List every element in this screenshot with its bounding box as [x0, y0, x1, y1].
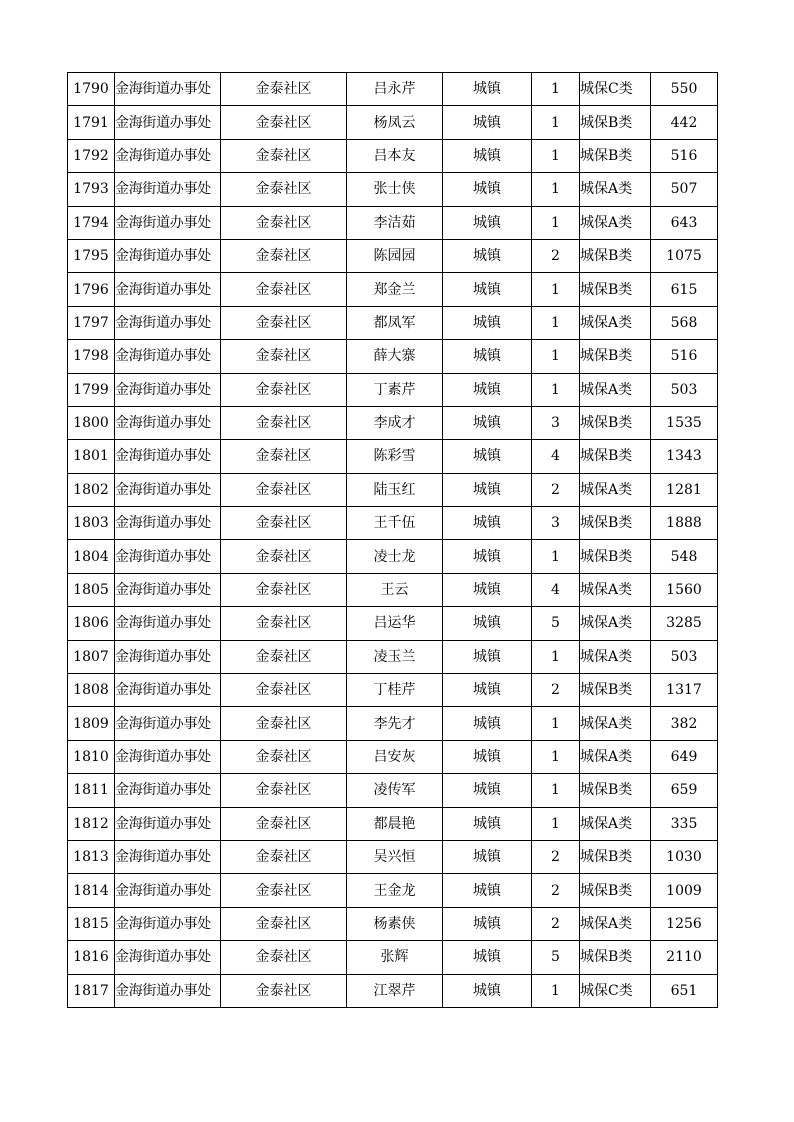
household-type-cell: 城镇 [443, 874, 532, 907]
row-number: 1805 [68, 573, 115, 606]
office-cell: 金海街道办事处 [115, 73, 221, 106]
community-cell: 金泰社区 [221, 573, 347, 606]
amount-cell: 335 [651, 807, 718, 840]
member-count-cell: 5 [532, 941, 580, 974]
amount-cell: 550 [651, 73, 718, 106]
row-number: 1798 [68, 340, 115, 373]
name-cell: 丁素芹 [347, 373, 443, 406]
row-number: 1791 [68, 106, 115, 139]
community-cell: 金泰社区 [221, 139, 347, 172]
amount-cell: 643 [651, 206, 718, 239]
row-number: 1810 [68, 740, 115, 773]
table-row [68, 273, 718, 306]
table-row [68, 607, 718, 640]
name-cell: 凌玉兰 [347, 640, 443, 673]
row-number: 1812 [68, 807, 115, 840]
category-cell: 城保A类 [580, 607, 651, 640]
household-type-cell: 城镇 [443, 674, 532, 707]
member-count-cell: 3 [532, 507, 580, 540]
amount-cell: 2110 [651, 941, 718, 974]
name-cell: 郑金兰 [347, 273, 443, 306]
table-row [68, 740, 718, 773]
row-number: 1790 [68, 73, 115, 106]
office-cell: 金海街道办事处 [115, 106, 221, 139]
amount-cell: 442 [651, 106, 718, 139]
office-cell: 金海街道办事处 [115, 774, 221, 807]
household-type-cell: 城镇 [443, 540, 532, 573]
office-cell: 金海街道办事处 [115, 440, 221, 473]
category-cell: 城保A类 [580, 173, 651, 206]
row-number: 1801 [68, 440, 115, 473]
household-type-cell: 城镇 [443, 573, 532, 606]
row-number: 1807 [68, 640, 115, 673]
member-count-cell: 4 [532, 573, 580, 606]
office-cell: 金海街道办事处 [115, 373, 221, 406]
household-type-cell: 城镇 [443, 473, 532, 506]
office-cell: 金海街道办事处 [115, 206, 221, 239]
category-cell: 城保A类 [580, 907, 651, 940]
community-cell: 金泰社区 [221, 674, 347, 707]
office-cell: 金海街道办事处 [115, 740, 221, 773]
row-number: 1793 [68, 173, 115, 206]
household-type-cell: 城镇 [443, 941, 532, 974]
amount-cell: 1343 [651, 440, 718, 473]
amount-cell: 516 [651, 139, 718, 172]
community-cell: 金泰社区 [221, 607, 347, 640]
office-cell: 金海街道办事处 [115, 239, 221, 272]
community-cell: 金泰社区 [221, 206, 347, 239]
category-cell: 城保A类 [580, 473, 651, 506]
amount-cell: 1317 [651, 674, 718, 707]
table-row [68, 206, 718, 239]
category-cell: 城保A类 [580, 306, 651, 339]
household-type-cell: 城镇 [443, 406, 532, 439]
name-cell: 陆玉红 [347, 473, 443, 506]
office-cell: 金海街道办事处 [115, 640, 221, 673]
member-count-cell: 1 [532, 740, 580, 773]
amount-cell: 503 [651, 373, 718, 406]
office-cell: 金海街道办事处 [115, 173, 221, 206]
community-cell: 金泰社区 [221, 440, 347, 473]
community-cell: 金泰社区 [221, 840, 347, 873]
community-cell: 金泰社区 [221, 406, 347, 439]
category-cell: 城保A类 [580, 206, 651, 239]
household-type-cell: 城镇 [443, 974, 532, 1007]
category-cell: 城保B类 [580, 874, 651, 907]
category-cell: 城保C类 [580, 974, 651, 1007]
name-cell: 吕永芹 [347, 73, 443, 106]
category-cell: 城保B类 [580, 406, 651, 439]
community-cell: 金泰社区 [221, 106, 347, 139]
category-cell: 城保A类 [580, 707, 651, 740]
amount-cell: 503 [651, 640, 718, 673]
row-number: 1804 [68, 540, 115, 573]
name-cell: 李先才 [347, 707, 443, 740]
amount-cell: 1075 [651, 239, 718, 272]
table-row [68, 473, 718, 506]
table-row [68, 373, 718, 406]
row-number: 1809 [68, 707, 115, 740]
category-cell: 城保A类 [580, 740, 651, 773]
amount-cell: 659 [651, 774, 718, 807]
member-count-cell: 1 [532, 73, 580, 106]
row-number: 1811 [68, 774, 115, 807]
category-cell: 城保B类 [580, 507, 651, 540]
category-cell: 城保B类 [580, 774, 651, 807]
row-number: 1795 [68, 239, 115, 272]
name-cell: 陈彩雪 [347, 440, 443, 473]
amount-cell: 649 [651, 740, 718, 773]
name-cell: 江翠芹 [347, 974, 443, 1007]
amount-cell: 1535 [651, 406, 718, 439]
household-type-cell: 城镇 [443, 206, 532, 239]
row-number: 1815 [68, 907, 115, 940]
table-row [68, 139, 718, 172]
table-row [68, 540, 718, 573]
amount-cell: 615 [651, 273, 718, 306]
table-row [68, 840, 718, 873]
office-cell: 金海街道办事处 [115, 540, 221, 573]
table-row [68, 907, 718, 940]
amount-cell: 3285 [651, 607, 718, 640]
name-cell: 王云 [347, 573, 443, 606]
row-number: 1806 [68, 607, 115, 640]
member-count-cell: 1 [532, 774, 580, 807]
household-type-cell: 城镇 [443, 239, 532, 272]
office-cell: 金海街道办事处 [115, 573, 221, 606]
amount-cell: 568 [651, 306, 718, 339]
amount-cell: 516 [651, 340, 718, 373]
member-count-cell: 3 [532, 406, 580, 439]
member-count-cell: 2 [532, 840, 580, 873]
office-cell: 金海街道办事处 [115, 707, 221, 740]
household-type-cell: 城镇 [443, 740, 532, 773]
row-number: 1816 [68, 941, 115, 974]
office-cell: 金海街道办事处 [115, 139, 221, 172]
name-cell: 张辉 [347, 941, 443, 974]
amount-cell: 507 [651, 173, 718, 206]
table-row [68, 573, 718, 606]
community-cell: 金泰社区 [221, 340, 347, 373]
office-cell: 金海街道办事处 [115, 874, 221, 907]
household-type-cell: 城镇 [443, 907, 532, 940]
household-type-cell: 城镇 [443, 139, 532, 172]
category-cell: 城保B类 [580, 239, 651, 272]
row-number: 1792 [68, 139, 115, 172]
member-count-cell: 2 [532, 473, 580, 506]
name-cell: 王金龙 [347, 874, 443, 907]
category-cell: 城保A类 [580, 807, 651, 840]
community-cell: 金泰社区 [221, 774, 347, 807]
category-cell: 城保C类 [580, 73, 651, 106]
table-row [68, 440, 718, 473]
community-cell: 金泰社区 [221, 306, 347, 339]
household-type-cell: 城镇 [443, 707, 532, 740]
community-cell: 金泰社区 [221, 941, 347, 974]
office-cell: 金海街道办事处 [115, 807, 221, 840]
household-type-cell: 城镇 [443, 607, 532, 640]
name-cell: 吕本友 [347, 139, 443, 172]
name-cell: 李洁茹 [347, 206, 443, 239]
name-cell: 丁桂芹 [347, 674, 443, 707]
name-cell: 张士侠 [347, 173, 443, 206]
row-number: 1800 [68, 406, 115, 439]
amount-cell: 1281 [651, 473, 718, 506]
name-cell: 都凤军 [347, 306, 443, 339]
member-count-cell: 1 [532, 340, 580, 373]
office-cell: 金海街道办事处 [115, 674, 221, 707]
member-count-cell: 2 [532, 907, 580, 940]
household-type-cell: 城镇 [443, 340, 532, 373]
name-cell: 杨凤云 [347, 106, 443, 139]
office-cell: 金海街道办事处 [115, 507, 221, 540]
member-count-cell: 1 [532, 373, 580, 406]
table-row [68, 507, 718, 540]
office-cell: 金海街道办事处 [115, 406, 221, 439]
office-cell: 金海街道办事处 [115, 306, 221, 339]
amount-cell: 548 [651, 540, 718, 573]
community-cell: 金泰社区 [221, 507, 347, 540]
table-row [68, 640, 718, 673]
community-cell: 金泰社区 [221, 473, 347, 506]
name-cell: 薛大寨 [347, 340, 443, 373]
household-type-cell: 城镇 [443, 273, 532, 306]
category-cell: 城保B类 [580, 440, 651, 473]
table-row [68, 73, 718, 106]
category-cell: 城保B类 [580, 106, 651, 139]
category-cell: 城保B类 [580, 340, 651, 373]
name-cell: 都晨艳 [347, 807, 443, 840]
name-cell: 李成才 [347, 406, 443, 439]
amount-cell: 1888 [651, 507, 718, 540]
member-count-cell: 1 [532, 640, 580, 673]
office-cell: 金海街道办事处 [115, 340, 221, 373]
table-row [68, 106, 718, 139]
row-number: 1803 [68, 507, 115, 540]
category-cell: 城保B类 [580, 540, 651, 573]
row-number: 1808 [68, 674, 115, 707]
member-count-cell: 1 [532, 807, 580, 840]
table-row [68, 707, 718, 740]
table-row [68, 974, 718, 1007]
category-cell: 城保A类 [580, 573, 651, 606]
name-cell: 吕安灰 [347, 740, 443, 773]
member-count-cell: 1 [532, 106, 580, 139]
household-type-cell: 城镇 [443, 440, 532, 473]
member-count-cell: 2 [532, 874, 580, 907]
category-cell: 城保B类 [580, 139, 651, 172]
row-number: 1794 [68, 206, 115, 239]
table-row [68, 239, 718, 272]
name-cell: 吕运华 [347, 607, 443, 640]
community-cell: 金泰社区 [221, 874, 347, 907]
table-row [68, 874, 718, 907]
member-count-cell: 1 [532, 707, 580, 740]
community-cell: 金泰社区 [221, 73, 347, 106]
community-cell: 金泰社区 [221, 807, 347, 840]
community-cell: 金泰社区 [221, 173, 347, 206]
community-cell: 金泰社区 [221, 540, 347, 573]
household-type-cell: 城镇 [443, 373, 532, 406]
amount-cell: 651 [651, 974, 718, 1007]
table-row [68, 340, 718, 373]
household-type-cell: 城镇 [443, 840, 532, 873]
household-type-cell: 城镇 [443, 507, 532, 540]
office-cell: 金海街道办事处 [115, 974, 221, 1007]
community-cell: 金泰社区 [221, 740, 347, 773]
name-cell: 王千伍 [347, 507, 443, 540]
name-cell: 凌士龙 [347, 540, 443, 573]
member-count-cell: 4 [532, 440, 580, 473]
table-row [68, 406, 718, 439]
member-count-cell: 1 [532, 306, 580, 339]
member-count-cell: 2 [532, 674, 580, 707]
amount-cell: 382 [651, 707, 718, 740]
household-type-cell: 城镇 [443, 640, 532, 673]
category-cell: 城保A类 [580, 640, 651, 673]
community-cell: 金泰社区 [221, 273, 347, 306]
household-type-cell: 城镇 [443, 807, 532, 840]
member-count-cell: 5 [532, 607, 580, 640]
category-cell: 城保B类 [580, 840, 651, 873]
household-type-cell: 城镇 [443, 73, 532, 106]
household-type-cell: 城镇 [443, 173, 532, 206]
member-count-cell: 1 [532, 273, 580, 306]
member-count-cell: 1 [532, 139, 580, 172]
amount-cell: 1256 [651, 907, 718, 940]
household-type-cell: 城镇 [443, 774, 532, 807]
community-cell: 金泰社区 [221, 707, 347, 740]
community-cell: 金泰社区 [221, 907, 347, 940]
community-cell: 金泰社区 [221, 239, 347, 272]
name-cell: 陈园园 [347, 239, 443, 272]
amount-cell: 1560 [651, 573, 718, 606]
name-cell: 凌传军 [347, 774, 443, 807]
community-cell: 金泰社区 [221, 974, 347, 1007]
name-cell: 吴兴恒 [347, 840, 443, 873]
community-cell: 金泰社区 [221, 373, 347, 406]
name-cell: 杨素侠 [347, 907, 443, 940]
amount-cell: 1030 [651, 840, 718, 873]
row-number: 1817 [68, 974, 115, 1007]
office-cell: 金海街道办事处 [115, 607, 221, 640]
row-number: 1797 [68, 306, 115, 339]
table-row [68, 774, 718, 807]
table-row [68, 306, 718, 339]
row-number: 1799 [68, 373, 115, 406]
member-count-cell: 1 [532, 974, 580, 1007]
member-count-cell: 2 [532, 239, 580, 272]
office-cell: 金海街道办事处 [115, 273, 221, 306]
category-cell: 城保B类 [580, 941, 651, 974]
table-row [68, 807, 718, 840]
table-row [68, 941, 718, 974]
category-cell: 城保B类 [580, 273, 651, 306]
office-cell: 金海街道办事处 [115, 907, 221, 940]
household-type-cell: 城镇 [443, 306, 532, 339]
category-cell: 城保B类 [580, 674, 651, 707]
row-number: 1814 [68, 874, 115, 907]
table-body [68, 73, 718, 1008]
table-row [68, 173, 718, 206]
row-number: 1796 [68, 273, 115, 306]
member-count-cell: 1 [532, 206, 580, 239]
office-cell: 金海街道办事处 [115, 941, 221, 974]
member-count-cell: 1 [532, 540, 580, 573]
category-cell: 城保A类 [580, 373, 651, 406]
office-cell: 金海街道办事处 [115, 473, 221, 506]
member-count-cell: 1 [532, 173, 580, 206]
office-cell: 金海街道办事处 [115, 840, 221, 873]
community-cell: 金泰社区 [221, 640, 347, 673]
row-number: 1813 [68, 840, 115, 873]
row-number: 1802 [68, 473, 115, 506]
records-table [67, 72, 718, 1008]
household-type-cell: 城镇 [443, 106, 532, 139]
table-row [68, 674, 718, 707]
amount-cell: 1009 [651, 874, 718, 907]
